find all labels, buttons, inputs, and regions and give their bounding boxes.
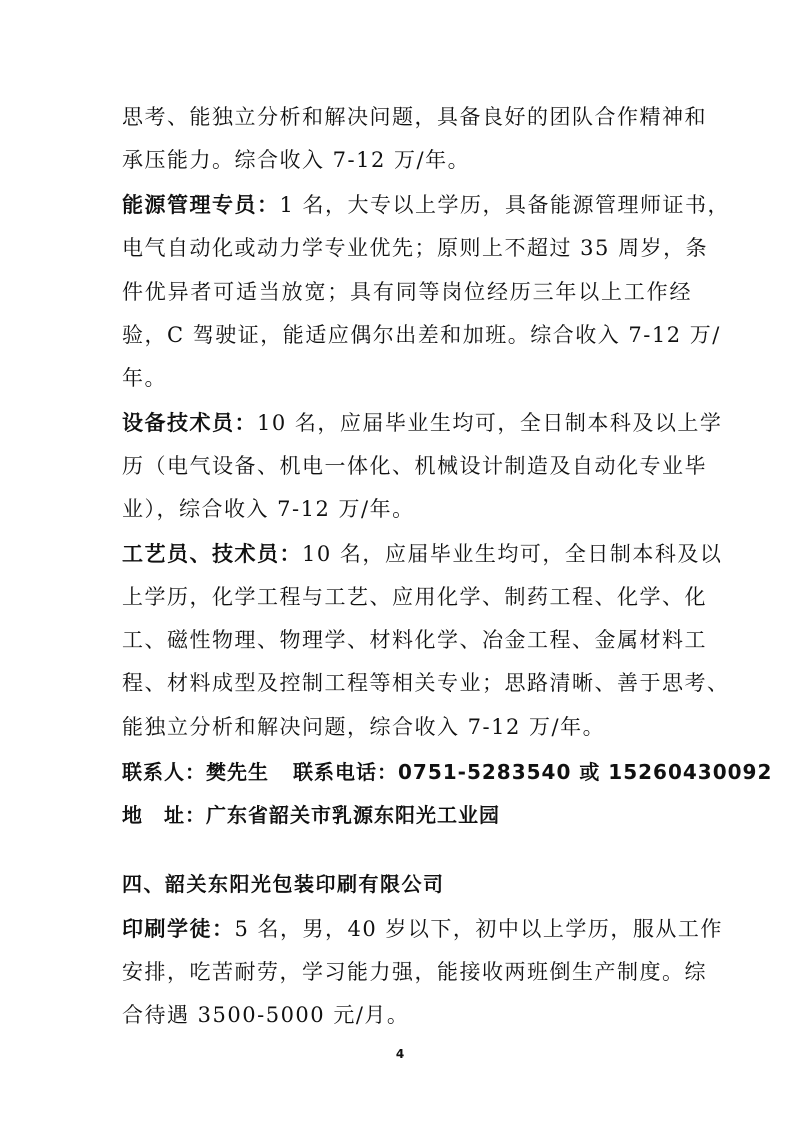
job-title-energy: 能源管理专员： xyxy=(122,193,280,217)
job-entry-printing-first-line xyxy=(122,915,723,943)
body-text-line: 电气自动化或动力学专业优先；原则上不超过 35 周岁，条 xyxy=(122,236,709,260)
body-text-line: 承压能力。综合收入 7-12 万/年。 xyxy=(122,148,471,172)
section-heading: 四、韶关东阳光包装印刷有限公司 xyxy=(122,872,445,896)
body-text-line: 工、磁性物理、物理学、材料化学、冶金工程、金属材料工 xyxy=(122,628,707,652)
job-desc-text: 1 名，大专以上学历，具备能源管理师证书， xyxy=(279,193,731,217)
body-text-line: 业），综合收入 7-12 万/年。 xyxy=(122,497,415,521)
job-entry-energy-first-line xyxy=(122,191,731,219)
job-desc-text: 10 名，应届毕业生均可，全日制本科及以 xyxy=(302,542,723,566)
body-text-line: 年。 xyxy=(122,366,167,390)
body-text-line: 能独立分析和解决问题，综合收入 7-12 万/年。 xyxy=(122,715,606,739)
contact-person: 联系人：樊先生 xyxy=(122,760,269,784)
contact-address: 地 址：广东省韶关市乳源东阳光工业园 xyxy=(122,803,500,827)
job-desc-text: 5 名，男，40 岁以下，初中以上学历，服从工作 xyxy=(234,917,723,941)
contact-line xyxy=(122,758,773,786)
job-title-printing: 印刷学徒： xyxy=(122,917,235,941)
job-entry-equipment-first-line xyxy=(122,409,723,437)
body-text-line: 思考、能独立分析和解决问题，具备良好的团队合作精神和 xyxy=(122,105,707,129)
body-text-line: 件优异者可适当放宽；具有同等岗位经历三年以上工作经 xyxy=(122,280,692,304)
body-text-line: 历（电气设备、机电一体化、机械设计制造及自动化专业毕 xyxy=(122,454,707,478)
contact-phone: 联系电话：0751-5283540 或 15260430092 xyxy=(293,760,773,784)
body-text-line: 上学历，化学工程与工艺、应用化学、制药工程、化学、化 xyxy=(122,585,707,609)
body-text-line: 验，C 驾驶证，能适应偶尔出差和加班。综合收入 7-12 万/ xyxy=(122,323,721,347)
job-title-process: 工艺员、技术员： xyxy=(122,542,302,566)
job-title-equipment: 设备技术员： xyxy=(122,411,257,435)
job-entry-process-first-line xyxy=(122,540,723,568)
body-text-line: 程、材料成型及控制工程等相关专业；思路清晰、善于思考、 xyxy=(122,671,730,695)
body-text-line: 安排，吃苦耐劳，学习能力强，能接收两班倒生产制度。综 xyxy=(122,960,707,984)
page-number: 4 xyxy=(395,1047,405,1061)
body-text-line: 合待遇 3500-5000 元/月。 xyxy=(122,1003,410,1027)
job-desc-text: 10 名，应届毕业生均可，全日制本科及以上学 xyxy=(257,411,723,435)
